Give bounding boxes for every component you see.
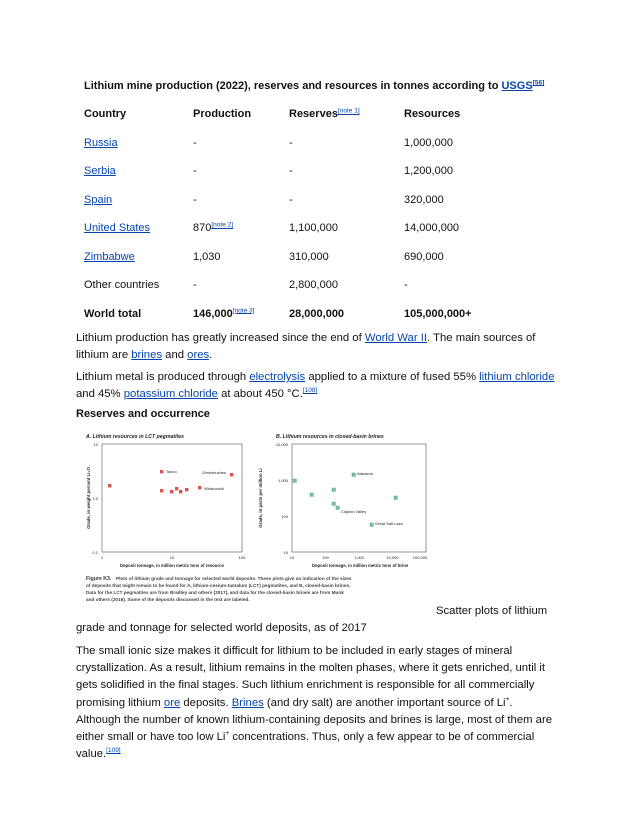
brine-point (394, 496, 397, 499)
table-total-row (84, 300, 524, 329)
para1-text-3: and (162, 349, 188, 361)
brine-point (293, 479, 296, 482)
panel-b-xtick-100: 100 (322, 555, 329, 560)
figure-caption-line-4: and others (2016). Some of the deposits discussed in the text are labeled. (86, 597, 250, 602)
total-production-value: 146,000 (193, 307, 233, 320)
para3-text-1: The small ionic size makes it difficult for lithium to be included in early stages of mineral crystallization. As a result, lithium remains in the molten phases, where it gets enriched, until it gets solidified in the final stages. Such lithium enrichment is responsible for all commercially promising lithium (76, 645, 546, 709)
panel-b-ytick-1000: 1,000 (277, 478, 288, 483)
header-resources: Resources (404, 108, 461, 121)
panel-b-xtick-100000: 100,000 (412, 555, 428, 560)
resources-cell: 690,000 (404, 250, 444, 263)
total-label: World total (84, 307, 142, 320)
pegmatite-point (170, 490, 173, 493)
header-production: Production (193, 108, 252, 121)
note-3-link[interactable]: [note 3] (232, 307, 255, 315)
brine-point (332, 488, 335, 491)
brines-link-2[interactable]: Brines (231, 696, 264, 709)
section-heading: Reserves and occurrence (76, 408, 210, 420)
potassium-chloride-link[interactable]: potassium chloride (123, 388, 218, 400)
para3-text-4: . Although the number of known lithium-containing deposits and brines is large, most of them are either small or have too low Li (76, 696, 552, 744)
electrolysis-link[interactable]: electrolysis (249, 371, 306, 383)
country-cell (84, 186, 193, 215)
pegmatite-point (108, 484, 111, 487)
world-war-ii-link[interactable]: World War II (364, 332, 428, 344)
panel-a-xtick-100: 100 (238, 555, 246, 560)
table-caption-text: Lithium mine production (2022), reserves and resources in tonnes according to (84, 80, 502, 92)
figure-caption-line-3: Data for the LCT pegmatites are from Bradley and others (2017), and data for the closed-basin brines are from Munk (86, 590, 344, 595)
usgs-link[interactable]: USGS (501, 80, 533, 92)
ore-link[interactable]: ore (163, 696, 181, 709)
country-link-serbia[interactable]: Serbia (84, 165, 116, 178)
para2-text-4: at about 450 °C. (217, 388, 303, 400)
ref-109-link[interactable]: [109] (106, 747, 121, 755)
panel-a-xlabel: Deposit tonnage, in million metric tons of resource (120, 563, 224, 568)
para2-text-2: applied to a mixture of fused 55% (305, 371, 480, 383)
figure-caption-line-1: Plots of lithium grade and tonnage for selected world deposits. These plots give an indication of the sizes (116, 576, 352, 581)
figure-caption-line-2: of deposits that might remain to be found for A, lithium-cesium-tantalum (LCT) pegmatites, and B, closed-basin brines. (86, 583, 351, 588)
ref-108-link[interactable]: [108] (302, 387, 318, 395)
label-great-salt-lake: Great Salt Lake (375, 521, 403, 526)
para2-text-1: Lithium metal is produced through (76, 371, 250, 383)
panel-b-ytick-100: 100 (281, 514, 288, 519)
production-cell (193, 214, 289, 243)
label-whabouchi: Whabouchi (204, 486, 225, 491)
country-cell (84, 157, 193, 186)
panel-a-ytick-10: 10 (93, 442, 98, 447)
label-clayton-valley: Clayton Valley (341, 509, 367, 514)
para2-text-3: and 45% (76, 388, 124, 400)
panel-b-xtick-10000: 10,000 (386, 555, 399, 560)
lithium-chloride-link[interactable]: lithium chloride (479, 371, 555, 383)
production-cell: - (193, 279, 197, 292)
brine-point-atacama (352, 473, 355, 476)
header-reserves (289, 100, 404, 129)
li-ion-charge-2: + (225, 730, 230, 738)
table-header-row (84, 100, 524, 129)
pegmatite-point-tanco (160, 470, 163, 473)
pegmatite-point (185, 488, 188, 491)
header-country: Country (84, 108, 127, 121)
pegmatite-point-greenbushes (230, 473, 233, 476)
resources-cell: 1,000,000 (404, 136, 453, 149)
li-ion-charge-1: + (505, 695, 510, 703)
country-cell (84, 129, 193, 158)
note-2-link[interactable]: [note 2] (211, 221, 234, 229)
table-row (84, 157, 524, 186)
panel-b-points (293, 473, 397, 526)
resources-cell: 1,200,000 (404, 165, 453, 178)
reserves-cell: 2,800,000 (289, 279, 338, 292)
panel-a-title: A. Lithium resources in LCT pegmatites (86, 434, 185, 440)
para3-text-3: (and dry salt) are another important source of Li (263, 696, 506, 709)
figure-caption-part-2: grade and tonnage for selected world deposits, as of 2017 (76, 622, 367, 634)
label-atacama: Atacama (357, 471, 373, 476)
production-value: 870 (193, 222, 212, 235)
para1-text-2: . The main sources of lithium are (76, 332, 536, 361)
panel-b-ytick-10000: 10,000 (275, 442, 288, 447)
note-1-link[interactable]: [note 1] (337, 107, 360, 115)
country-cell (84, 214, 193, 243)
brine-point-clayton-valley (336, 506, 339, 509)
para1-text-1: Lithium production has greatly increased since the end of (76, 332, 365, 344)
pegmatite-point-whabouchi (198, 486, 201, 489)
table-row (84, 129, 524, 158)
country-cell: Other countries (84, 279, 160, 292)
reserves-cell: 1,100,000 (289, 222, 338, 235)
lithium-grade-tonnage-figure (80, 432, 430, 612)
para3-text-5: concentrations. Thus, only a few appear to be of commercial value. (76, 731, 535, 761)
resources-cell: 14,000,000 (404, 222, 460, 235)
table-row (84, 214, 524, 243)
panel-b-ylabel: Grade, in parts per million Li (258, 468, 263, 528)
brine-point (332, 502, 335, 505)
table-row (84, 243, 524, 272)
country-link-spain[interactable]: Spain (84, 193, 113, 206)
usgs-ref-link[interactable]: [56] (532, 79, 545, 87)
brines-link[interactable]: brines (131, 349, 163, 361)
table-row (84, 271, 524, 300)
pegmatite-point (160, 489, 163, 492)
figure-caption-label: Figure K3. (86, 576, 112, 582)
table-caption (84, 80, 544, 92)
country-link-russia[interactable]: Russia (84, 136, 118, 149)
ores-link[interactable]: ores (187, 349, 210, 361)
brine-point (310, 493, 313, 496)
pegmatite-point (175, 487, 178, 490)
country-link-zimbabwe[interactable]: Zimbabwe (84, 250, 135, 263)
panel-b-frame (292, 444, 426, 552)
total-production (193, 300, 289, 329)
header-reserves-label: Reserves (289, 108, 338, 121)
panel-b-ytick-10: 10 (283, 550, 288, 555)
panel-b-title: B. Lithium resources in closed-basin brines (276, 434, 384, 440)
brine-point-great-salt-lake (370, 523, 373, 526)
lithium-production-table (84, 100, 524, 328)
figure-caption-part-1: Scatter plots of lithium (436, 605, 548, 617)
panel-a-xtick-1: 1 (100, 555, 104, 560)
label-greenbushes: Greenbushes (202, 470, 227, 475)
paragraph-production (76, 330, 556, 364)
para1-text-4: . (209, 349, 213, 361)
resources-cell: 320,000 (404, 193, 444, 206)
table-row (84, 186, 524, 215)
panel-b-xlabel: Deposit tonnage, in million metric tons of brine (312, 563, 409, 568)
production-cell: - (193, 165, 197, 178)
reserves-cell: 310,000 (289, 250, 329, 263)
reserves-cell: - (289, 136, 293, 149)
panel-b-xtick-1000: 1,000 (353, 555, 365, 560)
reserves-cell: - (289, 165, 293, 178)
panel-a-ylabel: Grade, in weight percent Li₂O (86, 467, 91, 529)
production-cell: - (193, 136, 197, 149)
production-cell: - (193, 193, 197, 206)
panel-a-ytick-0-1: 0.1 (92, 550, 98, 555)
reserves-cell: - (289, 193, 293, 206)
panel-a-frame (102, 444, 242, 552)
total-resources: 105,000,000+ (404, 307, 472, 320)
para3-text-2: deposits. (180, 696, 232, 709)
label-tanco: Tanco (166, 469, 177, 474)
production-cell: 1,030 (193, 250, 221, 263)
resources-cell: - (404, 279, 408, 292)
panel-b-xtick-10: 10 (289, 555, 295, 560)
country-link-united-states[interactable]: United States (84, 222, 151, 235)
country-cell (84, 243, 193, 272)
pegmatite-point (179, 490, 182, 493)
panel-a-ytick-1: 1.0 (92, 496, 98, 501)
paragraph-occurrence (76, 643, 558, 763)
panel-a-xtick-10: 10 (169, 555, 175, 560)
total-reserves: 28,000,000 (289, 307, 345, 320)
paragraph-electrolysis (76, 369, 556, 403)
